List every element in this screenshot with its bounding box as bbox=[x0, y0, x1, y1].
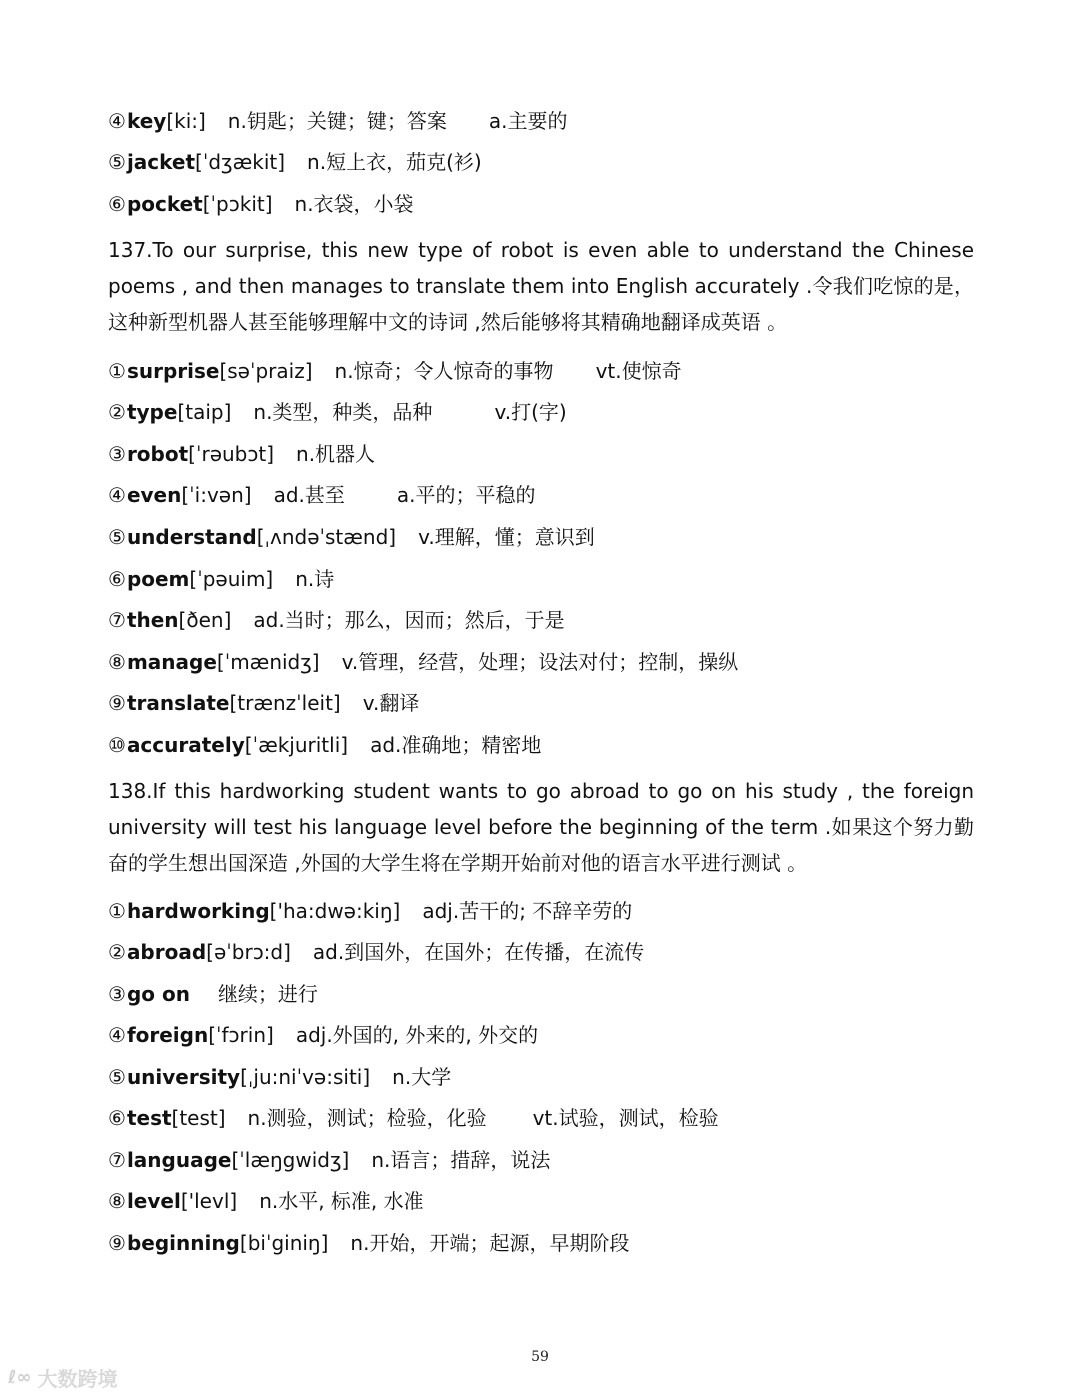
entry-definition: n.钥匙；关键；键；答案 bbox=[227, 109, 447, 133]
entry-definition: adj.苦干的; 不辞辛劳的 bbox=[422, 899, 633, 923]
vocab-entry bbox=[108, 732, 541, 758]
vocab-entry bbox=[108, 1230, 629, 1256]
entry-definition: v.理解，懂；意识到 bbox=[418, 525, 595, 549]
entry-word: translate bbox=[126, 691, 230, 715]
vocab-entry bbox=[108, 566, 334, 592]
vocab-entry bbox=[108, 607, 565, 633]
vocab-entry bbox=[108, 1105, 719, 1131]
entry-number: ⑥ bbox=[108, 1106, 126, 1130]
entry-phonetic: ['levl] bbox=[180, 1189, 238, 1213]
entry-number: ② bbox=[108, 940, 126, 964]
vocab-entry bbox=[108, 482, 536, 508]
entry-phonetic: [ˌju:niˈvə:siti] bbox=[240, 1065, 371, 1089]
vocab-entry bbox=[108, 399, 567, 425]
entry-word: language bbox=[126, 1148, 232, 1172]
entry-definition: n.惊奇；令人惊奇的事物 bbox=[334, 359, 554, 383]
entry-word: robot bbox=[126, 442, 189, 466]
vocab-entry bbox=[108, 981, 318, 1007]
entry-definition-alt: a.主要的 bbox=[488, 109, 568, 133]
entry-phonetic: [ˌʌndəˈstænd] bbox=[256, 525, 397, 549]
entry-word: accurately bbox=[126, 733, 245, 757]
entry-number: ⑨ bbox=[108, 1231, 126, 1255]
entry-definition: n.开始，开端；起源，早期阶段 bbox=[350, 1231, 630, 1255]
entry-definition: v.翻译 bbox=[362, 691, 420, 715]
entry-number: ④ bbox=[108, 483, 126, 507]
entry-phonetic: [əˈbrɔ:d] bbox=[206, 940, 291, 964]
entry-definition-alt: v.打(字) bbox=[494, 400, 567, 424]
page-number: 59 bbox=[531, 1349, 549, 1365]
entry-word: even bbox=[126, 483, 182, 507]
entry-number: ⑤ bbox=[108, 150, 126, 174]
sentence-line: 奋的学生想出国深造 ,外国的大学生将在学期开始前对他的语言水平进行测试 。 bbox=[108, 851, 808, 875]
vocab-entry bbox=[108, 358, 682, 384]
entry-word: go on bbox=[126, 982, 190, 1006]
entry-definition: 继续；进行 bbox=[217, 982, 318, 1006]
watermark bbox=[8, 1362, 148, 1392]
entry-phonetic: [ˈækjuritli] bbox=[244, 733, 349, 757]
vocab-entry bbox=[108, 1064, 451, 1090]
entry-definition: n.类型，种类，品种 bbox=[253, 400, 433, 424]
entry-number: ⑥ bbox=[108, 192, 126, 216]
entry-definition: n.测验，测试；检验，化验 bbox=[247, 1106, 487, 1130]
entry-word: foreign bbox=[126, 1023, 209, 1047]
vocab-entry bbox=[108, 1022, 538, 1048]
entry-word: abroad bbox=[126, 940, 207, 964]
entry-number: ① bbox=[108, 899, 126, 923]
entry-number: ⑤ bbox=[108, 525, 126, 549]
vocab-entry bbox=[108, 191, 414, 217]
vocab-entry bbox=[108, 690, 419, 716]
entry-phonetic: [ki:] bbox=[166, 109, 206, 133]
entry-phonetic: [biˈginiŋ] bbox=[239, 1231, 329, 1255]
entry-number: ③ bbox=[108, 982, 126, 1006]
entry-number: ⑨ bbox=[108, 691, 126, 715]
sentence-line: poems , and then manages to translate them into English accurately .令我们吃惊的是， bbox=[108, 274, 974, 298]
vocab-entry bbox=[108, 649, 738, 675]
entry-number: ④ bbox=[108, 1023, 126, 1047]
sentence-line: 138.If this hardworking student wants to go abroad to go on his study , the foreign bbox=[108, 779, 974, 803]
entry-phonetic: [ˈpəuim] bbox=[189, 567, 274, 591]
entry-phonetic: [ˈdʒækit] bbox=[195, 150, 286, 174]
watermark-logo-icon: ℓ∞ bbox=[8, 1366, 32, 1388]
entry-word: poem bbox=[126, 567, 190, 591]
entry-number: ① bbox=[108, 359, 126, 383]
entry-number: ⑦ bbox=[108, 608, 126, 632]
entry-word: key bbox=[126, 109, 167, 133]
vocab-entry bbox=[108, 149, 482, 175]
entry-word: then bbox=[126, 608, 179, 632]
entry-definition: n.短上衣，茄克(衫) bbox=[307, 150, 482, 174]
entry-phonetic: [ˈpɔkit] bbox=[202, 192, 273, 216]
entry-word: test bbox=[126, 1106, 172, 1130]
entry-phonetic: [trænzˈleit] bbox=[229, 691, 341, 715]
entry-phonetic: [ˈlæŋgwidʒ] bbox=[231, 1148, 350, 1172]
entry-word: jacket bbox=[126, 150, 196, 174]
entry-word: type bbox=[126, 400, 178, 424]
entry-definition: adj.外国的, 外来的, 外交的 bbox=[295, 1023, 539, 1047]
vocab-entry bbox=[108, 1147, 550, 1173]
sentence-137 bbox=[108, 232, 974, 340]
entry-definition: ad.准确地；精密地 bbox=[370, 733, 542, 757]
entry-definition: v.管理，经营，处理；设法对付；控制，操纵 bbox=[341, 650, 739, 674]
entry-word: manage bbox=[126, 650, 217, 674]
entry-number: ④ bbox=[108, 109, 126, 133]
entry-definition: ad.当时；那么，因而；然后，于是 bbox=[253, 608, 565, 632]
entry-definition-alt: vt.使惊奇 bbox=[595, 359, 682, 383]
entry-phonetic: [taip] bbox=[177, 400, 232, 424]
entry-phonetic: ['ha:dwə:kiŋ] bbox=[269, 899, 401, 923]
entry-definition-alt: a.平的；平稳的 bbox=[396, 483, 536, 507]
entry-word: university bbox=[126, 1065, 241, 1089]
entry-phonetic: [ˈrəubɔt] bbox=[188, 442, 275, 466]
sentence-line: 这种新型机器人甚至能够理解中文的诗词 ,然后能够将其精确地翻译成英语 。 bbox=[108, 310, 788, 334]
entry-word: level bbox=[126, 1189, 181, 1213]
vocab-entry bbox=[108, 441, 375, 467]
entry-number: ③ bbox=[108, 442, 126, 466]
entry-definition: n.语言；措辞，说法 bbox=[371, 1148, 551, 1172]
entry-phonetic: [test] bbox=[171, 1106, 226, 1130]
entry-definition: n.水平, 标准, 水准 bbox=[259, 1189, 424, 1213]
sentence-line: university will test his language level before the beginning of the term .如果这个努力勤 bbox=[108, 815, 974, 839]
sentence-line: 137.To our surprise, this new type of robot is even able to understand the Chinese bbox=[108, 238, 974, 262]
entry-definition: ad.到国外，在国外；在传播，在流传 bbox=[312, 940, 645, 964]
entry-number: ⑧ bbox=[108, 1189, 126, 1213]
entry-definition: n.诗 bbox=[295, 567, 335, 591]
entry-number: ⑦ bbox=[108, 1148, 126, 1172]
entry-definition: n.机器人 bbox=[296, 442, 376, 466]
vocab-entry bbox=[108, 1188, 424, 1214]
vocab-entry bbox=[108, 898, 632, 924]
watermark-text: 大数跨境 bbox=[37, 1366, 118, 1391]
entry-phonetic: [səˈpraiz] bbox=[219, 359, 313, 383]
vocab-entry bbox=[108, 939, 644, 965]
entry-word: understand bbox=[126, 525, 257, 549]
entry-number: ⑤ bbox=[108, 1065, 126, 1089]
entry-phonetic: [ðen] bbox=[178, 608, 232, 632]
entry-number: ⑩ bbox=[108, 733, 126, 757]
entry-definition: n.衣袋，小袋 bbox=[294, 192, 414, 216]
entry-definition: n.大学 bbox=[392, 1065, 452, 1089]
entry-number: ⑥ bbox=[108, 567, 126, 591]
entry-word: hardworking bbox=[126, 899, 270, 923]
entry-word: pocket bbox=[126, 192, 203, 216]
entry-phonetic: [ˈmænidʒ] bbox=[216, 650, 320, 674]
vocab-entry bbox=[108, 108, 567, 134]
entry-phonetic: [ˈi:vən] bbox=[181, 483, 252, 507]
sentence-138 bbox=[108, 773, 974, 881]
entry-phonetic: [ˈfɔrin] bbox=[208, 1023, 274, 1047]
entry-word: surprise bbox=[126, 359, 220, 383]
entry-number: ⑧ bbox=[108, 650, 126, 674]
entry-definition: ad.甚至 bbox=[273, 483, 345, 507]
entry-word: beginning bbox=[126, 1231, 240, 1255]
entry-number: ② bbox=[108, 400, 126, 424]
vocab-entry bbox=[108, 524, 595, 550]
entry-definition-alt: vt.试验，测试，检验 bbox=[532, 1106, 719, 1130]
